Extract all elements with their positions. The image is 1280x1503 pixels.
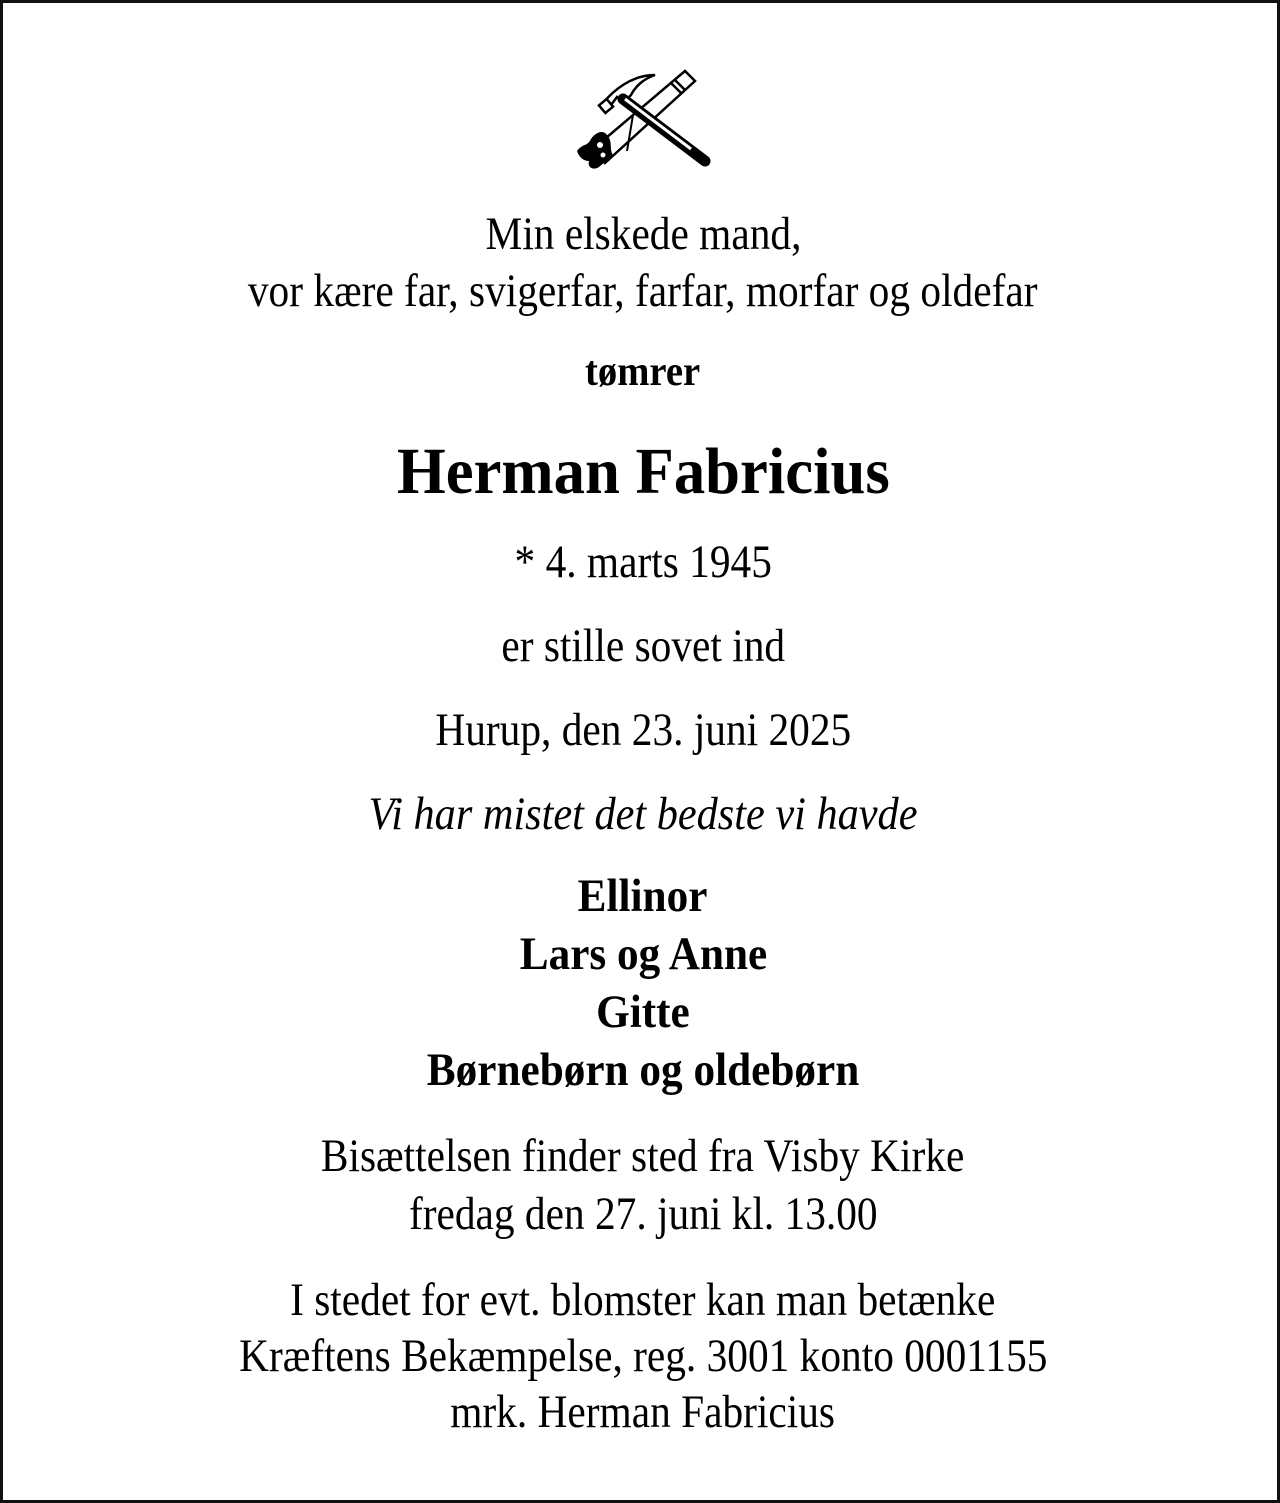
place-and-date: Hurup, den 23. juni 2025 (435, 704, 851, 756)
mourner-4: Børnebørn og oldebørn (426, 1044, 860, 1096)
hammer-and-saw-icon (573, 63, 715, 171)
funeral-line-2: fredag den 27. juni kl. 13.00 (408, 1188, 878, 1240)
intro-line-1: Min elskede mand, (485, 208, 801, 260)
mourner-3: Gitte (596, 986, 690, 1038)
mourner-2: Lars og Anne (519, 928, 767, 980)
passed-text: er stille sovet ind (501, 620, 785, 672)
memorial-quote: Vi har mistet det bedste vi havde (368, 788, 918, 840)
occupation: tømrer (585, 349, 701, 395)
birth-date: * 4. marts 1945 (514, 536, 772, 588)
deceased-name: Herman Fabricius (396, 435, 890, 508)
donation-line-3: mrk. Herman Fabricius (450, 1386, 836, 1438)
mourner-1: Ellinor (578, 870, 708, 922)
funeral-line-1: Bisættelsen finder sted fra Visby Kirke (321, 1130, 965, 1182)
donation-line-1: I stedet for evt. blomster kan man betænke (290, 1274, 996, 1326)
donation-line-2: Kræftens Bekæmpelse, reg. 3001 konto 0001155 (238, 1330, 1048, 1382)
intro-line-2: vor kære far, svigerfar, farfar, morfar og oldefar (248, 265, 1038, 317)
